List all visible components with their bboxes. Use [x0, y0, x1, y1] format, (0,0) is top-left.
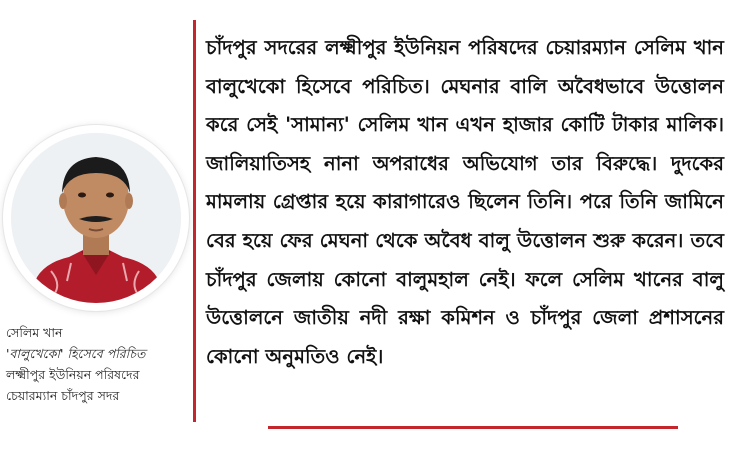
caption-nickname: 'বালুখেকো' হিসেবে পরিচিত	[6, 346, 146, 361]
portrait-frame	[3, 125, 189, 311]
accent-rule-vertical	[193, 20, 196, 422]
caption-designation: লক্ষ্মীপুর ইউনিয়ন পরিষদের	[6, 367, 140, 382]
portrait-photo	[11, 133, 181, 303]
accent-rule-bottom	[268, 426, 678, 429]
caption-name: সেলিম খান	[6, 325, 63, 340]
article-body: চাঁদপুর সদরের লক্ষ্মীপুর ইউনিয়ন পরিষদের চেয়ারম্যান সেলিম খান বালুখেকো হিসেবে পরিচিত। মেঘনার বালি অবৈধভাবে উত্তোলন করে সেই 'সামান্য' সেলিম খান এখন হাজার কোটি টাকার মালিক। জালিয়াতিসহ নানা অপরাধের অভিযোগ তার বিরুদ্ধে। দুদকের মামলায় গ্রেপ্তার হয়ে কারাগারেও ছিলেন তিনি। পরে তিনি জামিনে বের হয়ে ফের মেঘনা থেকে অবৈধ বালু উত্তোলন শুরু করেন। তবে চাঁদপুর জেলায় কোনো বালুমহাল নেই। ফলে সেলিম খানের বালু উত্তোলনে জাতীয় নদী রক্ষা কমিশন ও চাঁদপুর জেলা প্রশাসনের কোনো অনুমতিও নেই।	[206, 36, 724, 368]
caption-location: চেয়ারম্যান চাঁদপুর সদর	[6, 388, 120, 403]
portrait-caption	[6, 322, 186, 406]
portrait-image	[11, 133, 181, 303]
